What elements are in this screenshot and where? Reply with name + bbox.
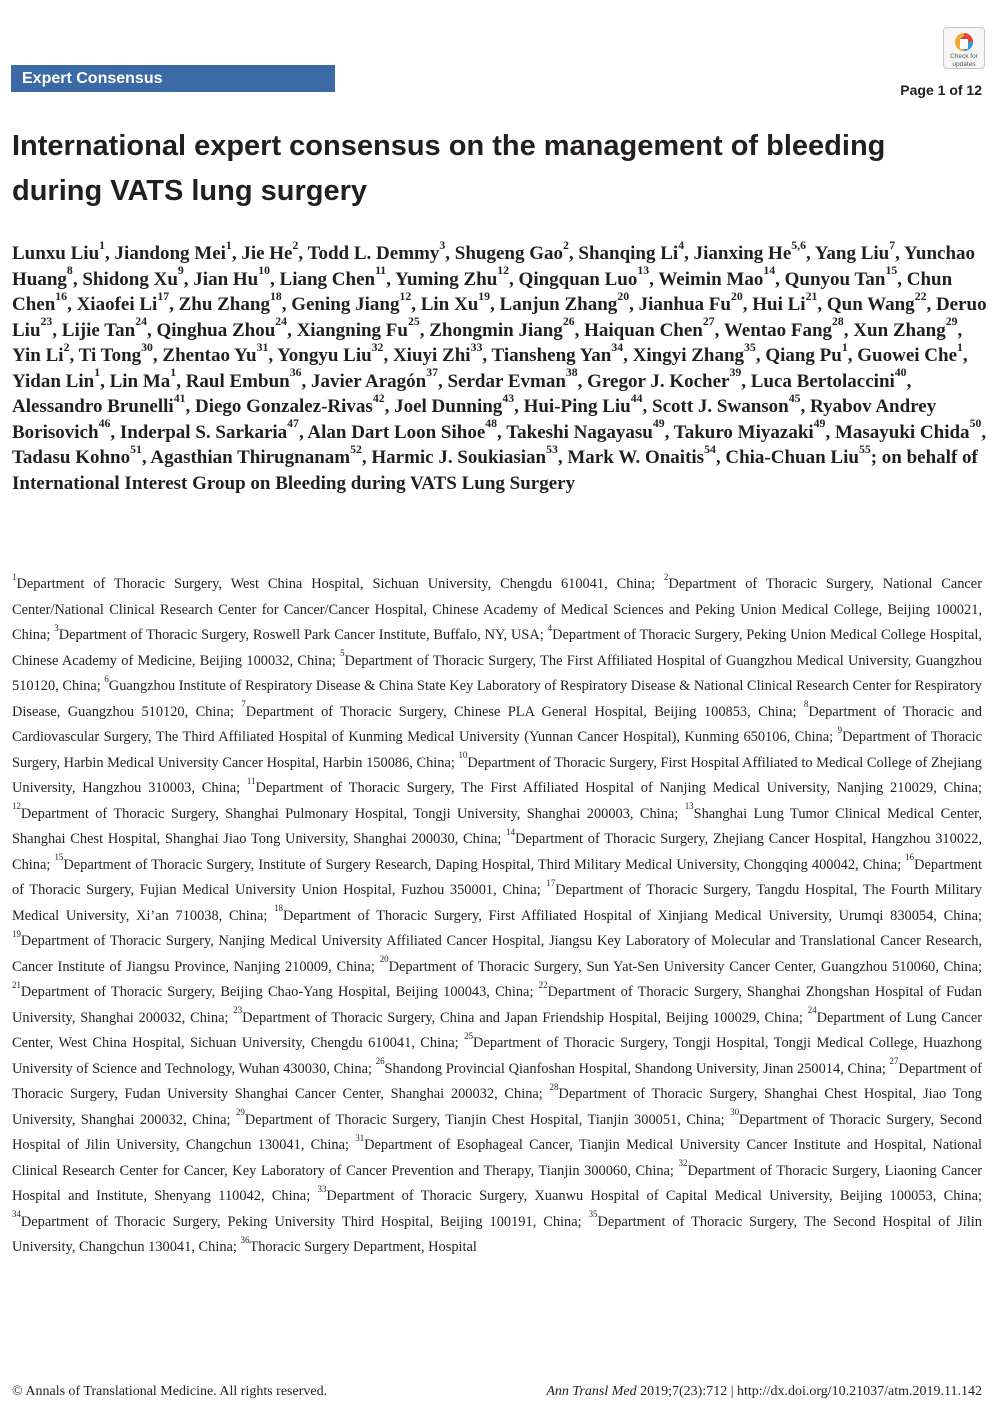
author-name: Diego Gonzalez-Rivas	[194, 396, 373, 417]
paper-title: International expert consensus on the management of bleeding during VATS lung surgery	[12, 130, 886, 207]
author-name: Xiaofei Li	[76, 294, 158, 315]
author-name: Ti Tong	[78, 345, 142, 366]
affiliation-text: Department of Thoracic Surgery, First Hospital Affiliated to Medical College of Zhejiang University, Hangzhou 310003, China;	[12, 754, 982, 796]
affiliation-text: Department of Thoracic and Cardiovascular Surgery, The Third Affiliated Hospital of Kunming Medical University (Yunnan Cancer Hospital), Kunming 650106, China;	[12, 703, 983, 745]
author-name: Alessandro Brunelli	[12, 396, 174, 417]
author-affiliation-number: 33	[470, 340, 483, 354]
author-affiliation-number: 34	[611, 340, 624, 354]
badge-text-line2: updates	[952, 60, 976, 68]
author-affiliation-number: 1	[841, 340, 848, 354]
author-affiliation-number: 25	[407, 315, 420, 329]
author-affiliation-number: 35	[744, 340, 756, 354]
affiliation-text: Department of Thoracic Surgery, Institute of Surgery Research, Daping Hospital, Third Military Medical University, Chongqing 400042, China;	[63, 856, 906, 873]
affiliation-text: Department of Thoracic Surgery, Zhejiang Cancer Hospital, Hangzhou 310022, China;	[12, 831, 983, 873]
author-name: Xun Zhang	[853, 319, 946, 341]
check-for-updates-badge[interactable]	[943, 27, 985, 69]
author-affiliation-number: 2	[562, 238, 569, 252]
affiliation-text: Department of Thoracic Surgery, West China Hospital, Sichuan University, Chengdu 610041, China;	[16, 576, 664, 592]
affiliation-number: 25	[464, 1030, 474, 1041]
author-name: Zhu Zhang	[178, 294, 270, 315]
author-affiliation-number: 9	[177, 264, 184, 278]
affiliation-text: Shanghai Lung Tumor Clinical Medical Center, Shanghai Chest Hospital, Shanghai Jiao Tong University, Shanghai 200030, China;	[12, 805, 982, 847]
author-name: Scott J. Swanson	[652, 396, 789, 417]
author-affiliation-number: 10	[258, 264, 271, 278]
author-affiliation-number: 47	[287, 417, 299, 431]
author-name: Takeshi Nagayasu	[506, 421, 653, 443]
affiliation-number: 31	[355, 1132, 365, 1143]
affiliation-number: 18	[274, 903, 283, 914]
author-name: Jie He	[241, 243, 293, 264]
affiliation-text: Department of Thoracic Surgery, Shanghai Pulmonary Hospital, Tongji University, Shanghai 200003, China;	[20, 805, 685, 822]
author-affiliation-number: 24	[275, 315, 288, 329]
check-for-updates-icon	[953, 31, 975, 53]
author-name: Alan Dart Loon Sihoe	[307, 421, 486, 443]
author-name: Serdar Evman	[447, 370, 566, 392]
affiliation-text: Department of Thoracic Surgery, Tongji Hospital, Tongji Medical College, Huazhong University of Science and Technology, Wuhan 430030, China;	[12, 1035, 982, 1077]
author-name: Joel Dunning	[394, 396, 503, 417]
author-name: Tiansheng Yan	[491, 345, 612, 366]
affiliation-text: Department of Esophageal Cancer, Tianjin Medical University Cancer Institute and Hospital, National Clinical Research Center for Cancer, Key Laboratory of Cancer Prevention and Therapy, Tianjin 300060, China;	[12, 1137, 982, 1179]
affiliation-text: Department of Thoracic Surgery, The First Affiliated Hospital of Guangzhou Medical University, Guangzhou 510120, China;	[12, 652, 982, 694]
author-name: Yidan Lin	[12, 370, 95, 392]
author-name: Raul Embun	[185, 370, 290, 392]
author-name: Wentao Fang	[723, 319, 833, 341]
author-name: Yuming Zhu	[395, 268, 498, 290]
author-name: Javier Aragón	[310, 370, 427, 392]
affiliation-number: 23	[233, 1005, 243, 1016]
author-affiliation-number: 14	[763, 264, 776, 278]
footer-citation-text: 2019;7(23):712 | http://dx.doi.org/10.21037/atm.2019.11.142	[636, 1384, 982, 1399]
author-name: Xiuyi Zhi	[392, 345, 471, 366]
author-affiliation-number: 3	[439, 238, 446, 252]
affiliation-number: 10	[458, 750, 468, 761]
affiliation-number: 19	[12, 928, 21, 939]
affiliation-number: 17	[546, 877, 556, 888]
author-name: Shugeng Gao	[454, 243, 563, 264]
affiliation-text: Department of Thoracic Surgery, The First Affiliated Hospital of Nanjing Medical University, Nanjing 210029, China;	[255, 780, 982, 796]
author-affiliation-number: 30	[141, 340, 153, 354]
author-affiliation-number: 20	[617, 289, 630, 303]
footer-citation	[546, 1384, 982, 1400]
author-affiliation-number: 1	[94, 366, 101, 380]
affiliation-number: 14	[506, 826, 516, 837]
author-affiliation-number: 53	[546, 442, 558, 456]
affiliation-number: 20	[379, 954, 389, 965]
affiliation-text: Department of Thoracic Surgery, Tangdu Hospital, The Fourth Military Medical University, Xi’an 710038, China;	[12, 882, 982, 924]
author-name: Mark W. Onaitis	[567, 447, 705, 468]
author-name: Yongyu Liu	[277, 345, 372, 366]
affiliation-text: Department of Thoracic Surgery, National Cancer Center/National Clinical Research Center for Cancer/Cancer Hospital, Chinese Academy of Medical Sciences and Peking Union Medical College, Beijing 100021, China;	[12, 576, 982, 643]
author-name: Chun Chen	[12, 268, 953, 315]
author-affiliation-number: 22	[914, 289, 927, 303]
author-name: Zhongmin Jiang	[429, 319, 563, 341]
author-affiliation-number: 17	[157, 289, 170, 303]
author-name: Agasthian Thirugnanam	[150, 447, 351, 468]
section-label: Expert Consensus	[22, 70, 163, 87]
author-affiliation-number: 20	[730, 289, 743, 303]
affiliation-number: 2	[663, 571, 669, 582]
author-affiliation-number: 42	[372, 391, 385, 405]
affiliation-number: 34	[12, 1209, 21, 1220]
affiliation-text: Department of Thoracic Surgery, China and Japan Friendship Hospital, Beijing 100029, China;	[242, 1009, 808, 1026]
author-name: Xingyi Zhang	[632, 345, 745, 366]
author-affiliation-number: 44	[630, 391, 643, 405]
author-name: Lin Xu	[420, 294, 479, 315]
author-affiliation-number: 52	[350, 442, 362, 456]
author-list	[12, 238, 987, 496]
section-banner	[11, 65, 335, 92]
affiliation-text: Department of Thoracic Surgery, Fudan University Shanghai Cancer Center, Shanghai 200032, China;	[12, 1060, 983, 1102]
author-affiliation-number: 21	[805, 289, 818, 303]
author-name: Xiangning Fu	[296, 319, 408, 341]
affiliation-text: Department of Thoracic Surgery, Sun Yat-Sen University Cancer Center, Guangzhou 510060, China;	[388, 958, 983, 975]
affiliation-number: 12	[12, 801, 21, 812]
affiliation-text: Department of Thoracic Surgery, Liaoning Cancer Hospital and Institute, Shenyang 110042, China;	[12, 1162, 983, 1204]
author-affiliation-number: 37	[426, 366, 438, 380]
author-affiliation-number: 55	[858, 442, 871, 456]
author-name: Tadasu Kohno	[12, 447, 131, 468]
affiliation-number: 11	[246, 775, 256, 786]
author-affiliation-number: 2	[63, 340, 70, 354]
author-name: Lijie Tan	[61, 319, 136, 341]
affiliation-number: 27	[889, 1056, 899, 1067]
author-name: Lunxu Liu	[12, 243, 100, 264]
author-affiliation-number: 39	[729, 366, 742, 380]
author-affiliation-number: 11	[375, 264, 387, 278]
author-affiliation-number: 48	[485, 417, 498, 431]
affiliation-text: Department of Thoracic Surgery, The Second Hospital of Jilin University, Changchun 130041, China;	[12, 1213, 982, 1255]
authors-suffix: ; on behalf of International Interest Group on Bleeding during VATS Lung Surgery	[12, 447, 978, 494]
affiliation-text: Department of Thoracic Surgery, Roswell Park Cancer Institute, Buffalo, NY, USA;	[58, 627, 548, 643]
author-affiliation-number: 12	[497, 264, 510, 278]
author-affiliation-number: 49	[813, 417, 826, 431]
author-name: Qingquan Luo	[518, 268, 638, 290]
author-affiliation-number: 4	[678, 238, 685, 252]
author-name: Gening Jiang	[291, 294, 400, 315]
affiliation-number: 1	[12, 571, 17, 582]
affiliation-number: 36	[240, 1234, 250, 1245]
author-affiliation-number: 32	[371, 340, 384, 354]
affiliation-number: 3	[54, 622, 59, 633]
author-name: Qiang Pu	[765, 345, 842, 366]
author-affiliation-number: 54	[704, 442, 716, 456]
affiliation-number: 35	[588, 1209, 598, 1220]
affiliation-number: 26	[375, 1056, 385, 1067]
affiliation-text: Department of Thoracic Surgery, Second Hospital of Jilin University, Changchun 130041, China;	[12, 1111, 982, 1153]
author-affiliation-number: 13	[637, 264, 650, 278]
author-affiliation-number: 15	[885, 264, 898, 278]
author-affiliation-number: 45	[788, 391, 801, 405]
affiliation-text: Shandong Provincial Qianfoshan Hospital, Shandong University, Jinan 250014, China;	[384, 1060, 890, 1077]
author-affiliation-number: 46	[98, 417, 111, 431]
author-name: Jianxing He	[693, 243, 792, 264]
author-affiliation-number: 27	[702, 315, 715, 329]
author-name: Harmic J. Soukiasian	[371, 447, 547, 468]
author-affiliation-number: 18	[269, 289, 282, 303]
footer-journal: Ann Transl Med	[546, 1384, 637, 1399]
author-name: Qun Wang	[826, 294, 915, 315]
author-name: Chia-Chuan Liu	[725, 447, 859, 468]
affiliations	[12, 572, 982, 1261]
author-name: Hui-Ping Liu	[523, 396, 631, 417]
author-affiliation-number: 40	[894, 366, 907, 380]
affiliation-text: Department of Thoracic Surgery, Harbin Medical University Cancer Hospital, Harbin 150086, China;	[12, 729, 983, 771]
author-name: Yang Liu	[814, 243, 890, 264]
author-name: Jianhua Fu	[638, 294, 731, 315]
affiliation-text: Department of Thoracic Surgery, First Affiliated Hospital of Xinjiang Medical University, Urumqi 830054, China;	[283, 907, 982, 924]
author-name: Haiquan Chen	[584, 319, 703, 341]
affiliation-number: 4	[547, 622, 553, 633]
author-affiliation-number: 16	[55, 289, 68, 303]
author-name: Lin Ma	[109, 370, 171, 392]
affiliation-number: 16	[905, 852, 915, 863]
affiliation-number: 29	[235, 1107, 245, 1118]
author-affiliation-number: 1	[99, 238, 106, 252]
affiliation-number: 5	[340, 648, 345, 659]
author-affiliation-number: 51	[130, 442, 142, 456]
author-name: Qinghua Zhou	[156, 319, 276, 341]
author-name: Lanjun Zhang	[499, 294, 618, 315]
affiliation-text: Department of Thoracic Surgery, Beijing Chao-Yang Hospital, Beijing 100043, China;	[20, 984, 539, 1000]
page-number: Page 1 of 12	[900, 82, 982, 98]
author-name: Zhentao Yu	[162, 345, 257, 366]
author-name: Masayuki Chida	[834, 421, 970, 443]
affiliation-text: Department of Thoracic Surgery, Peking Union Medical College Hospital, Chinese Academy of Medicine, Beijing 100032, China;	[12, 627, 982, 669]
author-affiliation-number: 2	[292, 238, 299, 252]
author-name: Takuro Miyazaki	[673, 421, 814, 443]
author-name: Gregor J. Kocher	[587, 370, 730, 392]
affiliation-text: Department of Thoracic Surgery, Chinese PLA General Hospital, Beijing 100853, China;	[245, 703, 804, 720]
affiliation-number: 15	[54, 852, 64, 863]
author-name: Qunyou Tan	[784, 268, 886, 290]
author-affiliation-number: 36	[289, 366, 302, 380]
authors-container: Lunxu Liu$^1$, Jiandong Mei$^1$, Jie He$^2$, Todd L. Demmy$^3$, Shugeng Gao$^2$, Shanqing Li$^4$, Jianxing He$^{5,6}$, Yang Liu$^7$, Yunchao Huang$^8$, Shidong Xu$^9$, Jian Hu$^{10}$, Liang Chen$^{11}$, Yuming Zhu$^{12}$, Qingquan Luo$^{13}$, Weimin Mao$^{14}$, Qunyou Tan$^{15}$, Chun Chen$^{16}$, Xiaofei Li$^{17}$, Zhu Zhang$^{18}$, Gening Jiang$^{12}$, Lin Xu$^{19}$, Lanjun Zhang$^{20}$, Jianhua Fu$^{20}$, Hui Li$^{21}$, Qun Wang$^{22}$, Deruo Liu$^{23}$, Lijie Tan$^{24}$, Qinghua Zhou$^{24}$, Xiangning Fu$^{25}$, Zhongmin Jiang$^{26}$, Haiquan Chen$^{27}$, Wentao Fang$^{28}$, Xun Zhang$^{29}$, Yin Li$^2$, Ti Tong$^{30}$, Zhentao Yu$^{31}$, Yongyu Liu$^{32}$, Xiuyi Zhi$^{33}$, Tiansheng Yan$^{34}$, Xingyi Zhang$^{35}$, Qiang Pu$^1$, Guowei Che$^1$, Yidan Lin$^1$, Lin Ma$^1$, Raul Embun$^{36}$, Javier Aragón$^{37}$, Serdar Evman$^{38}$, Gregor J. Kocher$^{39}$, Luca Bertolaccini$^{40}$, Alessandro Brunelli$^{41}$, Diego Gonzalez-Rivas$^{42}$, Joel Dunning$^{43}$, Hui-Ping Liu$^{44}$, Scott J. Swanson$^{45}$, Ryabov Andrey Borisovich$^{46}$, Inderpal S. Sarkaria$^{47}$, Alan Dart Loon Sihoe$^{48}$, Takeshi Nagayasu$^{49}$, Takuro Miyazaki$^{49}$, Masayuki Chida$^{50}$, Tadasu Kohno$^{51}$, Agasthian Thirugnanam$^{52}$, Harmic J. Soukiasian$^{53}$, Mark W. Onaitis$^{54}$, Chia-Chuan Liu$^{55}$	[12, 238, 987, 468]
affiliation-number: 6	[104, 673, 109, 684]
affiliation-text: Department of Thoracic Surgery, Xuanwu Hospital of Capital Medical University, Beijing 100053, China;	[326, 1188, 982, 1204]
author-name: Hui Li	[752, 294, 806, 315]
author-affiliation-number: 38	[565, 366, 578, 380]
affiliation-text: Department of Thoracic Surgery, Nanjing Medical University Affiliated Cancer Hospital, Jiangsu Key Laboratory of Molecular and Translational Cancer Research, Cancer Institute of Jiangsu Province, Nanjing 210009, China;	[12, 933, 982, 975]
author-name: Ryabov Andrey Borisovich	[12, 396, 937, 443]
author-name: Shidong Xu	[82, 268, 178, 290]
author-name: Jiandong Mei	[114, 243, 226, 264]
affiliation-number: 21	[12, 979, 21, 990]
footer-copyright: © Annals of Translational Medicine. All rights reserved.	[12, 1384, 328, 1399]
author-affiliation-number: 29	[945, 315, 958, 329]
author-affiliation-number: 41	[173, 391, 186, 405]
author-affiliation-number: 12	[399, 289, 412, 303]
affiliation-number: 22	[538, 979, 548, 990]
affiliation-number: 32	[678, 1158, 688, 1169]
author-affiliation-number: 1	[170, 366, 177, 380]
author-name: Shanqing Li	[578, 243, 679, 264]
affiliation-text: Department of Lung Cancer Center, West China Hospital, Sichuan University, Chengdu 610041, China;	[12, 1009, 983, 1051]
author-affiliation-number: 31	[256, 340, 269, 354]
affiliation-number: 33	[317, 1183, 327, 1194]
author-name: Inderpal S. Sarkaria	[119, 421, 288, 443]
affiliation-text: Thoracic Surgery Department, Hospital	[249, 1239, 477, 1255]
author-affiliation-number: 43	[502, 391, 515, 405]
author-name: Yunchao Huang	[12, 243, 976, 290]
author-name: Todd L. Demmy	[307, 243, 440, 264]
author-affiliation-number: 23	[40, 315, 53, 329]
affiliation-number: 24	[807, 1005, 817, 1016]
affiliation-number: 28	[549, 1081, 559, 1092]
affiliation-number: 7	[241, 699, 246, 710]
author-name: Luca Bertolaccini	[750, 370, 895, 392]
badge-text-line1: Check for	[950, 53, 978, 60]
author-affiliation-number: 7	[889, 238, 896, 252]
affiliation-number: 8	[803, 699, 809, 710]
affiliation-text: Department of Thoracic Surgery, Fujian Medical University Union Hospital, Fuzhou 350001, China;	[12, 856, 982, 898]
affiliation-number: 13	[684, 801, 694, 812]
author-affiliation-number: 8	[66, 264, 73, 278]
author-name: Yin Li	[12, 345, 64, 366]
affiliation-number: 9	[837, 724, 843, 735]
affiliation-number: 30	[730, 1107, 740, 1118]
affiliation-text: Guangzhou Institute of Respiratory Disease & China State Key Laboratory of Respiratory Disease & National Clinical Research Center for Respiratory Disease, Guangzhou 510120, China;	[12, 678, 982, 720]
author-name: Weimin Mao	[658, 268, 764, 290]
author-affiliation-number: 1	[957, 340, 963, 354]
author-affiliation-number: 26	[562, 315, 575, 329]
author-affiliation-number: 28	[832, 315, 844, 329]
author-affiliation-number: 50	[969, 417, 982, 431]
author-affiliation-number: 49	[652, 417, 665, 431]
affiliation-text: Department of Thoracic Surgery, Shanghai Chest Hospital, Jiao Tong University, Shanghai 200032, China;	[12, 1086, 983, 1128]
author-name: Jian Hu	[193, 268, 259, 290]
author-affiliation-number: 19	[478, 289, 491, 303]
author-name: Liang Chen	[279, 268, 376, 290]
author-affiliation-number: 5,6	[791, 238, 806, 252]
affiliation-text: Department of Thoracic Surgery, Shanghai Zhongshan Hospital of Fudan University, Shanghai 200032, China;	[12, 984, 982, 1026]
author-affiliation-number: 1	[225, 238, 232, 252]
author-affiliation-number: 24	[135, 315, 147, 329]
author-name: Deruo Liu	[12, 294, 987, 341]
affiliation-text: Department of Thoracic Surgery, Peking University Third Hospital, Beijing 100191, China;	[20, 1213, 589, 1230]
affiliation-text: Department of Thoracic Surgery, Tianjin Chest Hospital, Tianjin 300051, China;	[244, 1111, 731, 1128]
author-name: Guowei Che	[857, 345, 958, 366]
